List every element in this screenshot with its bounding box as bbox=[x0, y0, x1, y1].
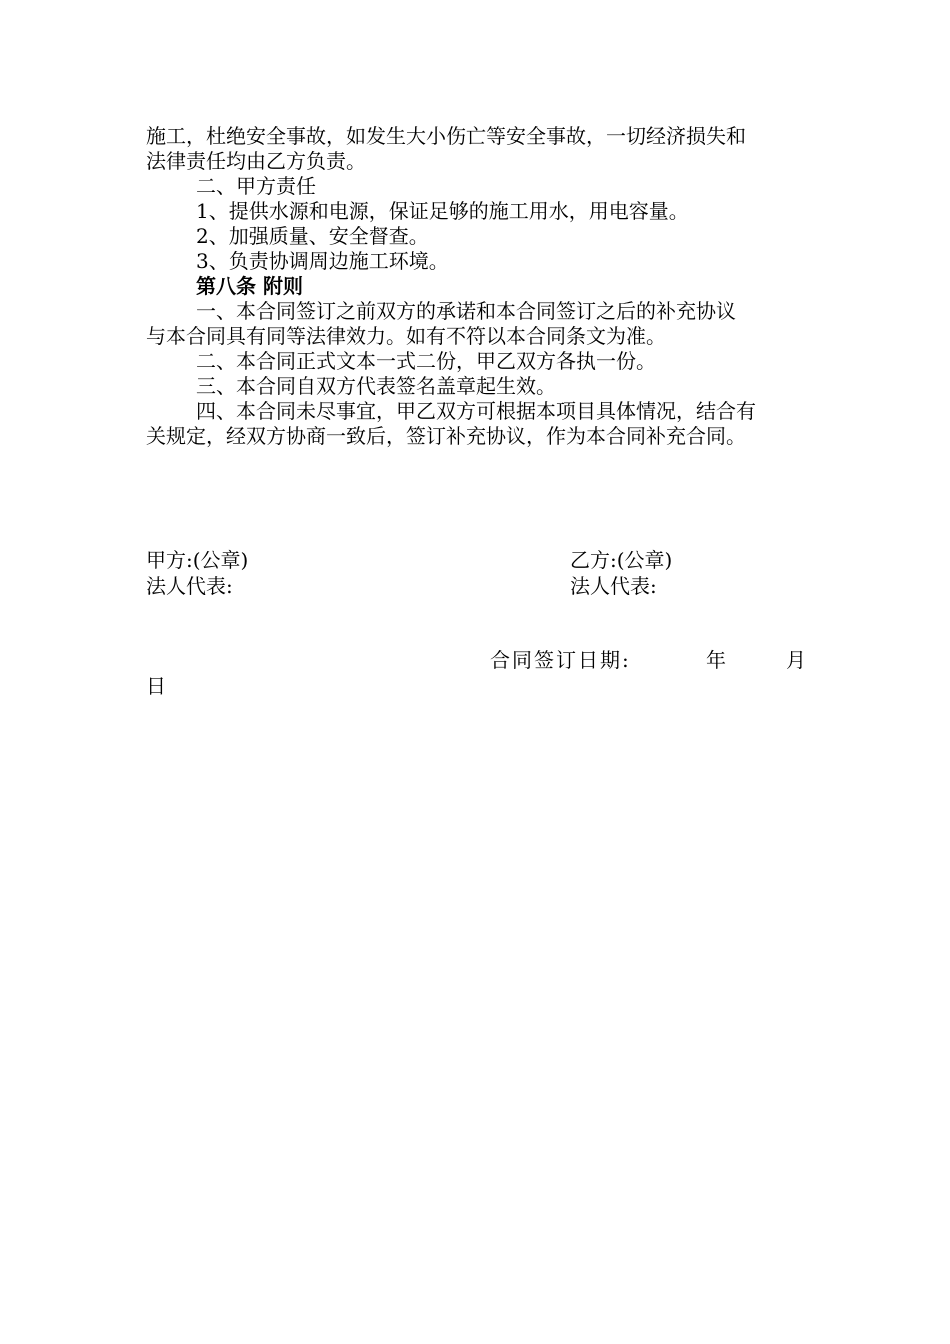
signing-date-month: 月 bbox=[786, 648, 806, 672]
party-a-seal: 甲方:(公章) bbox=[146, 548, 249, 572]
signing-date-day: 日 bbox=[146, 674, 166, 698]
body-line: 一、本合同签订之前双方的承诺和本合同签订之后的补充协议 bbox=[196, 299, 736, 323]
signing-date-year: 年 bbox=[706, 648, 726, 672]
body-line: 2、加强质量、安全督查。 bbox=[196, 224, 429, 248]
body-line: 1、提供水源和电源，保证足够的施工用水，用电容量。 bbox=[196, 199, 689, 223]
party-b-representative: 法人代表: bbox=[570, 574, 657, 598]
party-a-representative: 法人代表: bbox=[146, 574, 233, 598]
contract-body bbox=[146, 124, 808, 449]
signing-date-label: 合同签订日期: bbox=[490, 648, 631, 672]
article-heading: 第八条 附则 bbox=[196, 274, 303, 298]
body-line: 四、本合同未尽事宜，甲乙双方可根据本项目具体情况，结合有 bbox=[196, 399, 756, 423]
party-b-seal: 乙方:(公章) bbox=[570, 548, 673, 572]
body-line: 法律责任均由乙方负责。 bbox=[146, 149, 366, 173]
body-line: 三、本合同自双方代表签名盖章起生效。 bbox=[196, 374, 556, 398]
body-line: 3、负责协调周边施工环境。 bbox=[196, 249, 449, 273]
body-line: 二、本合同正式文本一式二份，甲乙双方各执一份。 bbox=[196, 349, 656, 373]
body-line: 与本合同具有同等法律效力。如有不符以本合同条文为准。 bbox=[146, 324, 666, 348]
body-line: 施工，杜绝安全事故，如发生大小伤亡等安全事故，一切经济损失和 bbox=[146, 124, 746, 148]
body-line: 关规定，经双方协商一致后，签订补充协议，作为本合同补充合同。 bbox=[146, 424, 746, 448]
section-party-a-duties: 二、甲方责任 bbox=[196, 174, 316, 198]
